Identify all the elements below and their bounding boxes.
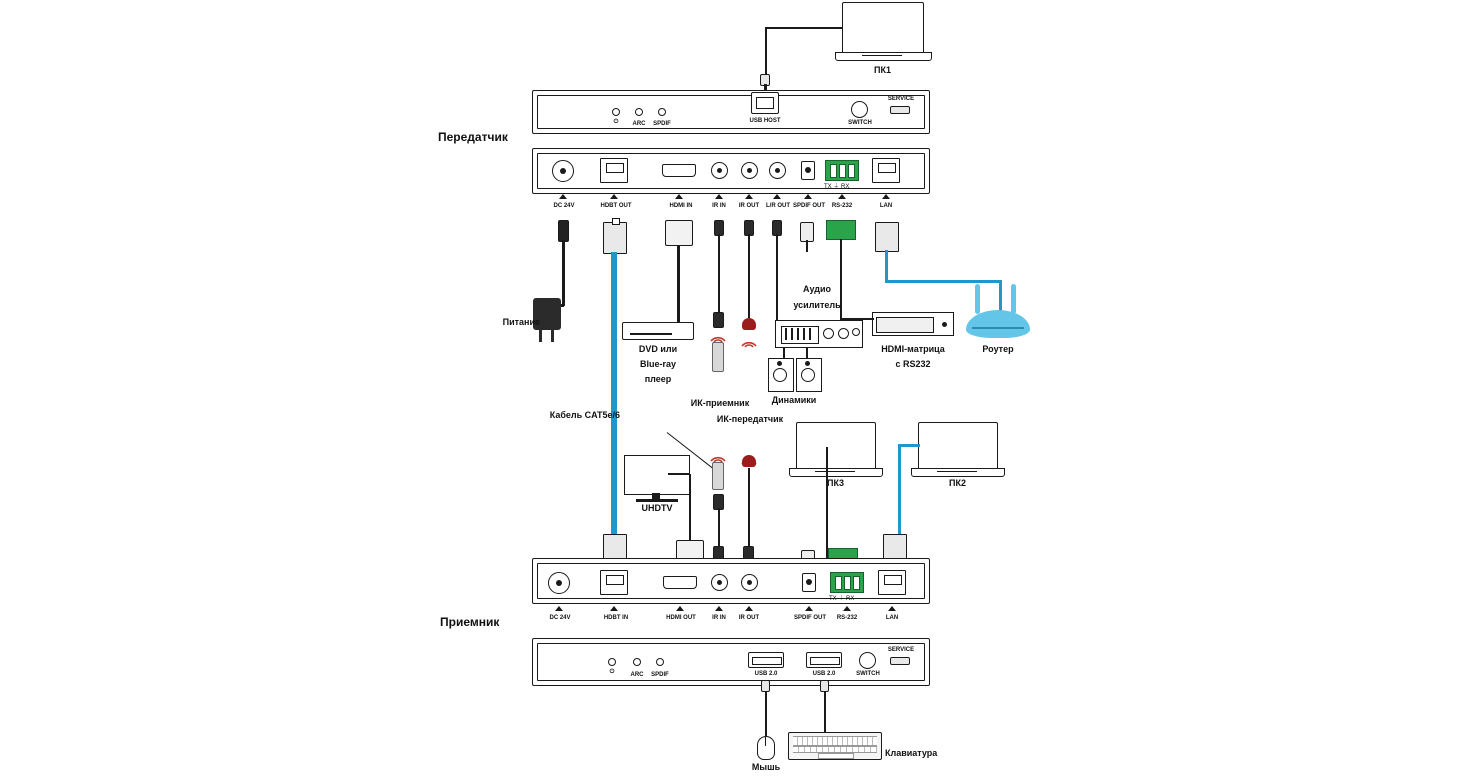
receiver-rear-panel [532, 558, 930, 604]
tx-service-port[interactable] [890, 106, 910, 114]
ir-out-cable [748, 234, 750, 318]
uhdtv-hdmi-cable-v [689, 474, 691, 542]
rx-ir-receiver-body [712, 462, 724, 490]
mouse-label: Мышь [751, 762, 781, 772]
audio-amp-label-2: усилитель [793, 300, 841, 310]
router-body [966, 310, 1030, 338]
power-label: Питание [502, 317, 540, 327]
rx-rs232-screw-2 [844, 576, 851, 590]
amp-knob-1[interactable] [823, 328, 834, 339]
rx-rs232-screw-3 [853, 576, 860, 590]
power-adapter-prong-2 [551, 330, 554, 342]
keyboard-rows [793, 736, 877, 746]
tx-irout-arrow [745, 194, 753, 199]
hdmi-in-plug [665, 220, 693, 246]
tx-lan-arrow [882, 194, 890, 199]
rx-ir-out-cable [748, 468, 750, 546]
rx-power-led[interactable] [608, 658, 616, 666]
dvd-player-slot [630, 333, 672, 335]
pc3-hinge-line [815, 471, 855, 472]
tx-hdmi-in-label: HDMI IN [669, 203, 693, 209]
keyboard-rows-2 [793, 746, 877, 753]
pc1-laptop-base [835, 52, 932, 61]
power-plug-connector [558, 220, 569, 242]
lan-cable-v2 [999, 280, 1002, 312]
transmitter-front-panel [532, 90, 930, 134]
tx-spdif-arrow [804, 194, 812, 199]
rx-service-label: SERVICE [887, 647, 915, 653]
speaker-left-woofer [773, 368, 787, 382]
tx-arc-led[interactable] [635, 108, 643, 116]
ir-transmitter-label: ИК-передатчик [716, 414, 784, 424]
rx-rs232-screw-1 [835, 576, 842, 590]
pc3-laptop-base [789, 468, 883, 477]
rs232-cable-h [840, 318, 874, 320]
lan-cable-v1 [885, 250, 888, 282]
hdmi-matrix-face [876, 317, 934, 333]
speakers-label: Динамики [771, 395, 817, 405]
rx-usb-a-port-1-label: USB 2.0 [754, 671, 778, 677]
tx-irin-arrow [715, 194, 723, 199]
rx-ir-in-pin [717, 580, 722, 585]
rx-hdmi-arrow [676, 606, 684, 611]
rx-arc-led-label: ARC [630, 672, 644, 678]
lan-cable-h [885, 280, 1002, 283]
tx-lan-label: LAN [879, 203, 893, 209]
uhdtv-screen [624, 455, 690, 495]
router-label: Роутер [982, 344, 1014, 354]
pc1-usb-cable-h [765, 27, 843, 29]
tx-hdmi-in-port[interactable] [662, 164, 696, 177]
tx-usb-host-inner [756, 97, 774, 109]
keyboard-spacebar [818, 753, 854, 759]
ir-receiver-body [712, 342, 724, 372]
tx-ir-out-label: IR OUT [738, 203, 760, 209]
router-antenna-right [1011, 284, 1016, 314]
speaker-right-woofer [801, 368, 815, 382]
pc2-label: ПК2 [949, 478, 966, 488]
rx-service-port[interactable] [890, 657, 910, 665]
rx-ir-out-label: IR OUT [738, 615, 760, 621]
rx-switch-button[interactable] [859, 652, 876, 669]
tx-hdbt-arrow [610, 194, 618, 199]
pc2-lan-cable-h [898, 444, 920, 447]
spdif-out-cable [806, 240, 808, 252]
rx-rs-232-label: RS-232 [836, 615, 858, 621]
power-cable [562, 240, 565, 306]
tx-rs232-pin-label: TX ⏚ RX [824, 184, 850, 190]
pc1-laptop-screen [842, 2, 924, 54]
uhdtv-label: UHDTV [641, 503, 673, 513]
rx-dc-24v-label: DC 24V [549, 615, 571, 621]
tx-spdif-out-inner [805, 167, 811, 173]
rx-usb-a-port-2-label: USB 2.0 [812, 671, 836, 677]
receiver-label: Приемник [440, 615, 500, 629]
rx-ir-out-pin [747, 580, 752, 585]
amp-knob-2[interactable] [838, 328, 849, 339]
rx-irin-arrow [715, 606, 723, 611]
rx-hdbt-in-label: HDBT IN [603, 615, 629, 621]
rx-hdbt-in-detail [606, 575, 624, 585]
amp-slider-5 [809, 328, 811, 340]
speaker-left-tweeter [777, 361, 782, 366]
tx-service-label: SERVICE [887, 96, 915, 102]
ir-emitter-wave-upper-icon [738, 334, 760, 350]
tx-hdbt-out-label: HDBT OUT [600, 203, 632, 209]
rx-spdif-arrow [805, 606, 813, 611]
pc1-usb-cable-v1 [765, 27, 767, 75]
pc2-laptop-base [911, 468, 1005, 477]
tx-ir-out-pin [747, 168, 752, 173]
ir-in-cable [718, 234, 720, 314]
tx-power-led[interactable] [612, 108, 620, 116]
uhdtv-hdmi-cable-h [668, 473, 690, 475]
tx-rs232-screw-1 [830, 164, 837, 178]
hdmi-matrix-label-2: с RS232 [895, 359, 931, 369]
spdif-out-plug [800, 222, 814, 242]
tx-rs232-arrow [838, 194, 846, 199]
rx-spdif-out-inner [806, 579, 812, 585]
hdmi-matrix-led [942, 322, 947, 327]
dvd-player-label-2: Blue-ray [639, 359, 676, 369]
dvd-player-label-3: плеер [644, 374, 672, 384]
tx-rs-232-label: RS-232 [831, 203, 853, 209]
pc1-hinge-line [862, 55, 902, 56]
keyboard-usb-plug [820, 680, 829, 692]
rx-switch-label: SWITCH [856, 671, 880, 677]
pc3-laptop-screen [796, 422, 876, 470]
rx-ir-in-label: IR IN [712, 615, 726, 621]
transmitter-label: Передатчик [438, 130, 508, 144]
rx-ir-emitter-head [742, 455, 756, 467]
rx-hdmi-out-port[interactable] [663, 576, 697, 589]
keyboard-label: Клавиатура [885, 748, 938, 758]
ir-receiver-icon [707, 327, 729, 345]
tx-hdmi-arrow [675, 194, 683, 199]
router-body-line [972, 327, 1024, 329]
amp-knob-3[interactable] [852, 328, 860, 336]
rx-lan-arrow [888, 606, 896, 611]
tx-rs232-screw-2 [839, 164, 846, 178]
hdmi-in-cable [677, 245, 680, 323]
pc3-label: ПК3 [827, 478, 844, 488]
tx-spdif-led[interactable] [658, 108, 666, 116]
tx-lr-out-pin [775, 168, 780, 173]
ir-in-plug-2 [713, 312, 724, 328]
pc2-hinge-line [937, 471, 977, 472]
amp-slider-4 [803, 328, 805, 340]
tx-dc-24v-pin [560, 168, 566, 174]
dvd-player-body [622, 322, 694, 340]
rx-usb-a-port-2-slot [810, 657, 840, 665]
tx-ir-in-label: IR IN [712, 203, 726, 209]
dvd-player-label-1: DVD или [638, 344, 678, 354]
tx-lan-detail [878, 163, 896, 173]
tx-rs232-screw-3 [848, 164, 855, 178]
rx-hdmi-out-label: HDMI OUT [666, 615, 696, 621]
rx-spdif-out-label: SPDIF OUT [793, 615, 826, 621]
cat-cable-top [611, 252, 617, 538]
audio-amp-label-1: Аудио [802, 284, 832, 294]
rx-hdbt-arrow [610, 606, 618, 611]
amp-slider-1 [785, 328, 787, 340]
tx-ir-in-pin [717, 168, 722, 173]
hdbt-plug-clip [612, 218, 620, 225]
power-adapter-prong-1 [539, 330, 542, 342]
rx-ir-in-cable [718, 508, 720, 548]
mouse-usb-plug [761, 680, 770, 692]
tx-lrout-arrow [773, 194, 781, 199]
router-antenna-left [975, 284, 980, 314]
rx-lan-label: LAN [885, 615, 899, 621]
rx-dc-24v-pin [556, 580, 562, 586]
amp-slider-3 [797, 328, 799, 340]
tx-dc-24v-label: DC 24V [553, 203, 575, 209]
rx-power-led-label: ⏻ [609, 669, 615, 675]
tx-arc-led-label: ARC [632, 121, 646, 127]
amp-slider-2 [791, 328, 793, 340]
rx-irout-arrow [745, 606, 753, 611]
ir-receiver-label: ИК-приемник [690, 398, 750, 408]
tx-usb-host-label: USB HOST [749, 118, 781, 124]
pc2-laptop-screen [918, 422, 998, 470]
tx-dc-arrow [559, 194, 567, 199]
cat-cable-label: Кабель CAT5e/6 [549, 410, 620, 420]
hdbt-out-rj45-plug [603, 222, 627, 254]
tx-switch-button[interactable] [851, 101, 868, 118]
tx-spdif-out-label: SPDIF OUT [792, 203, 825, 209]
ir-emitter-head-upper [742, 318, 756, 330]
pc1-label: ПК1 [874, 65, 891, 75]
uhdtv-stand-base [636, 499, 678, 502]
rx-spdif-led-label: SPDIF [651, 672, 669, 678]
tx-switch-label: SWITCH [848, 120, 872, 126]
lan-rj45-plug [875, 222, 899, 252]
rx-rs232-arrow [843, 606, 851, 611]
rx-arc-led[interactable] [633, 658, 641, 666]
tx-lr-out-label: L/R OUT [766, 203, 790, 209]
speaker-right-tweeter [805, 361, 810, 366]
rx-lan-detail [884, 575, 902, 585]
tx-hdbt-out-detail [606, 163, 624, 173]
rx-dc-arrow [555, 606, 563, 611]
transmitter-rear-panel [532, 148, 930, 194]
rx-spdif-led[interactable] [656, 658, 664, 666]
mouse-split [765, 737, 766, 746]
rs232-plug [826, 220, 856, 240]
rx-rs232-pin-label: TX ⏚ RX [829, 596, 855, 602]
mouse-cable-v [765, 684, 767, 738]
tx-spdif-led-label: SPDIF [653, 121, 671, 127]
tx-power-led-label: ⏻ [613, 119, 619, 125]
rx-usb-a-port-1-slot [752, 657, 782, 665]
pc2-lan-cable [898, 444, 901, 534]
rx-ir-receiver-icon [707, 447, 729, 465]
hdmi-matrix-label-1: HDMI-матрица [881, 344, 945, 354]
